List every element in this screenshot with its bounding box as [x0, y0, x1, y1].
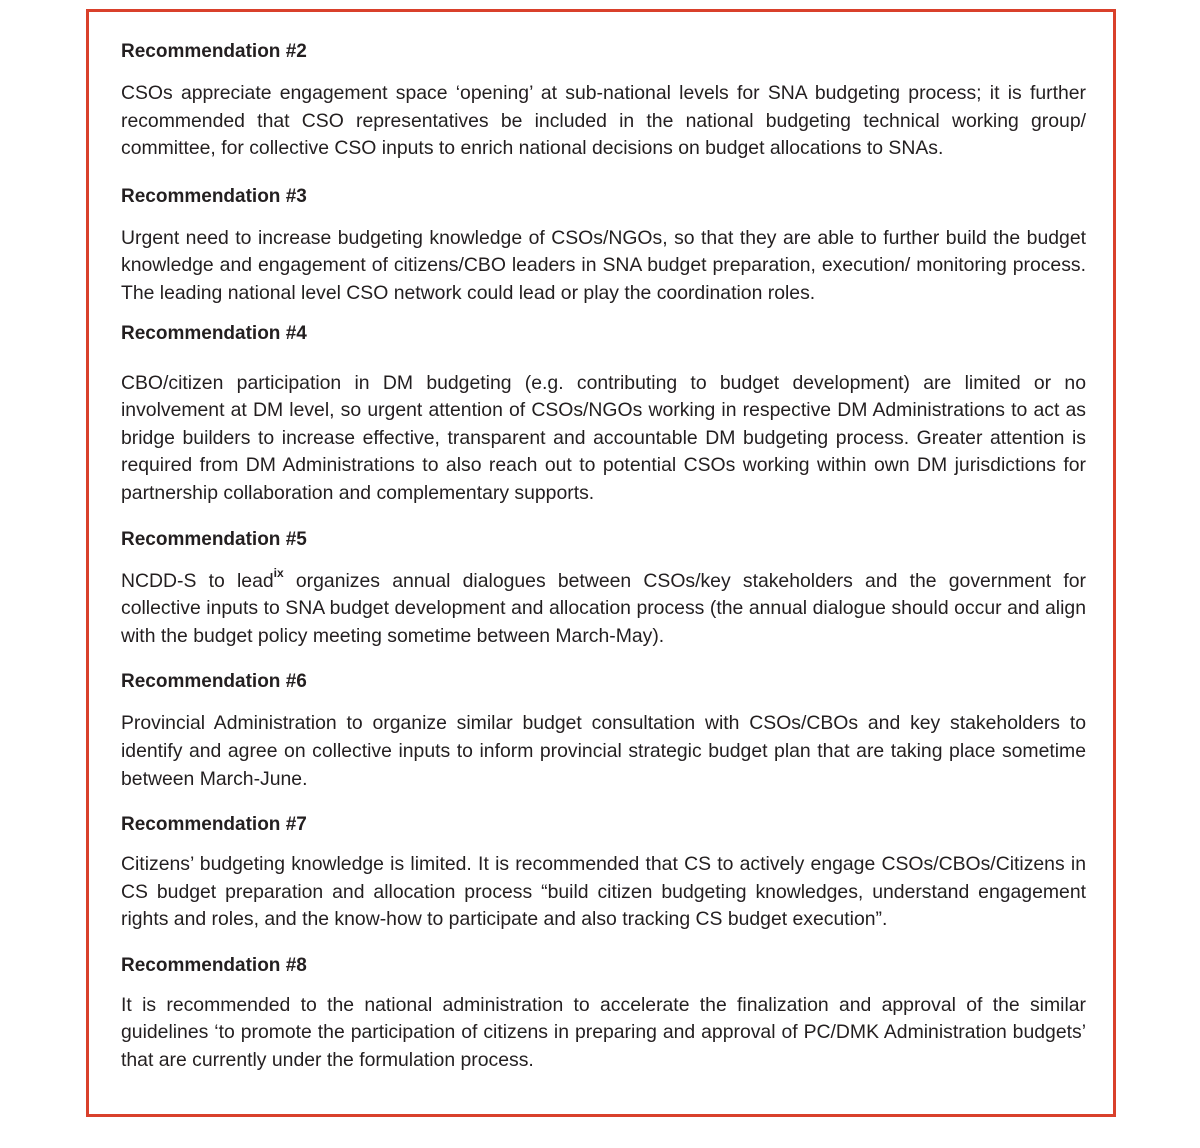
recommendations-content: [121, 40, 1086, 1075]
recommendation-text: CBO/citizen participation in DM budgeting (e.g. contributing to budget development) are limited or no involvement at DM level, so urgent attention of CSOs/NGOs working in respective DM Administrations to act as bridge builders to increase effective, transparent and accountable DM budgeting process. Greater attention is required from DM Administrations to also reach out to potential CSOs working within own DM jurisdictions for partnership collaboration and complementary supports.: [121, 371, 1086, 504]
recommendation-text: It is recommended to the national administration to accelerate the finalization and approval of the similar guidelines ‘to promote the participation of citizens in preparing and approval of PC/DMK Administration budgets’ that are currently under the formulation process.: [121, 993, 1086, 1072]
recommendation-text: Citizens’ budgeting knowledge is limited. It is recommended that CS to actively engage CSOs/CBOs/Citizens in CS budget preparation and allocation process “build citizen budgeting knowledges, understand engagement rights and roles, and the know-how to participate and also tracking CS budget execution”.: [121, 853, 1086, 931]
recommendation-7: [121, 813, 1086, 934]
recommendation-heading: Recommendation #4: [121, 322, 307, 344]
recommendation-heading: Recommendation #2: [121, 41, 307, 62]
recommendation-heading: Recommendation #3: [121, 185, 307, 207]
recommendation-heading: Recommendation #5: [121, 528, 307, 550]
recommendation-heading: Recommendation #6: [121, 671, 307, 693]
recommendation-heading: Recommendation #7: [121, 814, 307, 836]
recommendations-box: [86, 9, 1116, 1117]
recommendation-heading: Recommendation #8: [121, 954, 307, 976]
recommendation-text: Provincial Administration to organize similar budget consultation with CSOs/CBOs and key stakeholders to identify and agree on collective inputs to inform provincial strategic budget plan that are taking place sometime between March-June.: [121, 712, 1086, 790]
recommendation-text: CSOs appreciate engagement space ‘opening’ at sub-national levels for SNA budgeting process; it is further recommended that CSO representatives be included in the national budgeting technical working group/ committee, for collective CSO inputs to enrich national decisions on budget allocations to SNAs.: [121, 82, 1086, 160]
recommendation-text: [121, 568, 1086, 651]
recommendation-4: [121, 322, 1086, 508]
recommendation-text-start: NCDD-S to lead: [121, 569, 274, 592]
recommendation-5: [121, 528, 1086, 651]
recommendation-2: [121, 40, 1086, 163]
recommendation-8: [121, 954, 1086, 1075]
recommendation-text: Urgent need to increase budgeting knowledge of CSOs/NGOs, so that they are able to further build the budget knowledge and engagement of citizens/CBO leaders in SNA budget preparation, execution/ monitoring process. The leading national level CSO network could lead or play the coordination roles.: [121, 226, 1086, 304]
recommendation-6: [121, 670, 1086, 793]
footnote-marker: ix: [273, 566, 284, 581]
recommendation-text-end: organizes annual dialogues between CSOs/key stakeholders and the government for collective inputs to SNA budget development and allocation process (the annual dialogue should occur and align with the budget policy meeting sometime between March-May).: [121, 569, 1087, 647]
recommendation-3: [121, 185, 1086, 308]
